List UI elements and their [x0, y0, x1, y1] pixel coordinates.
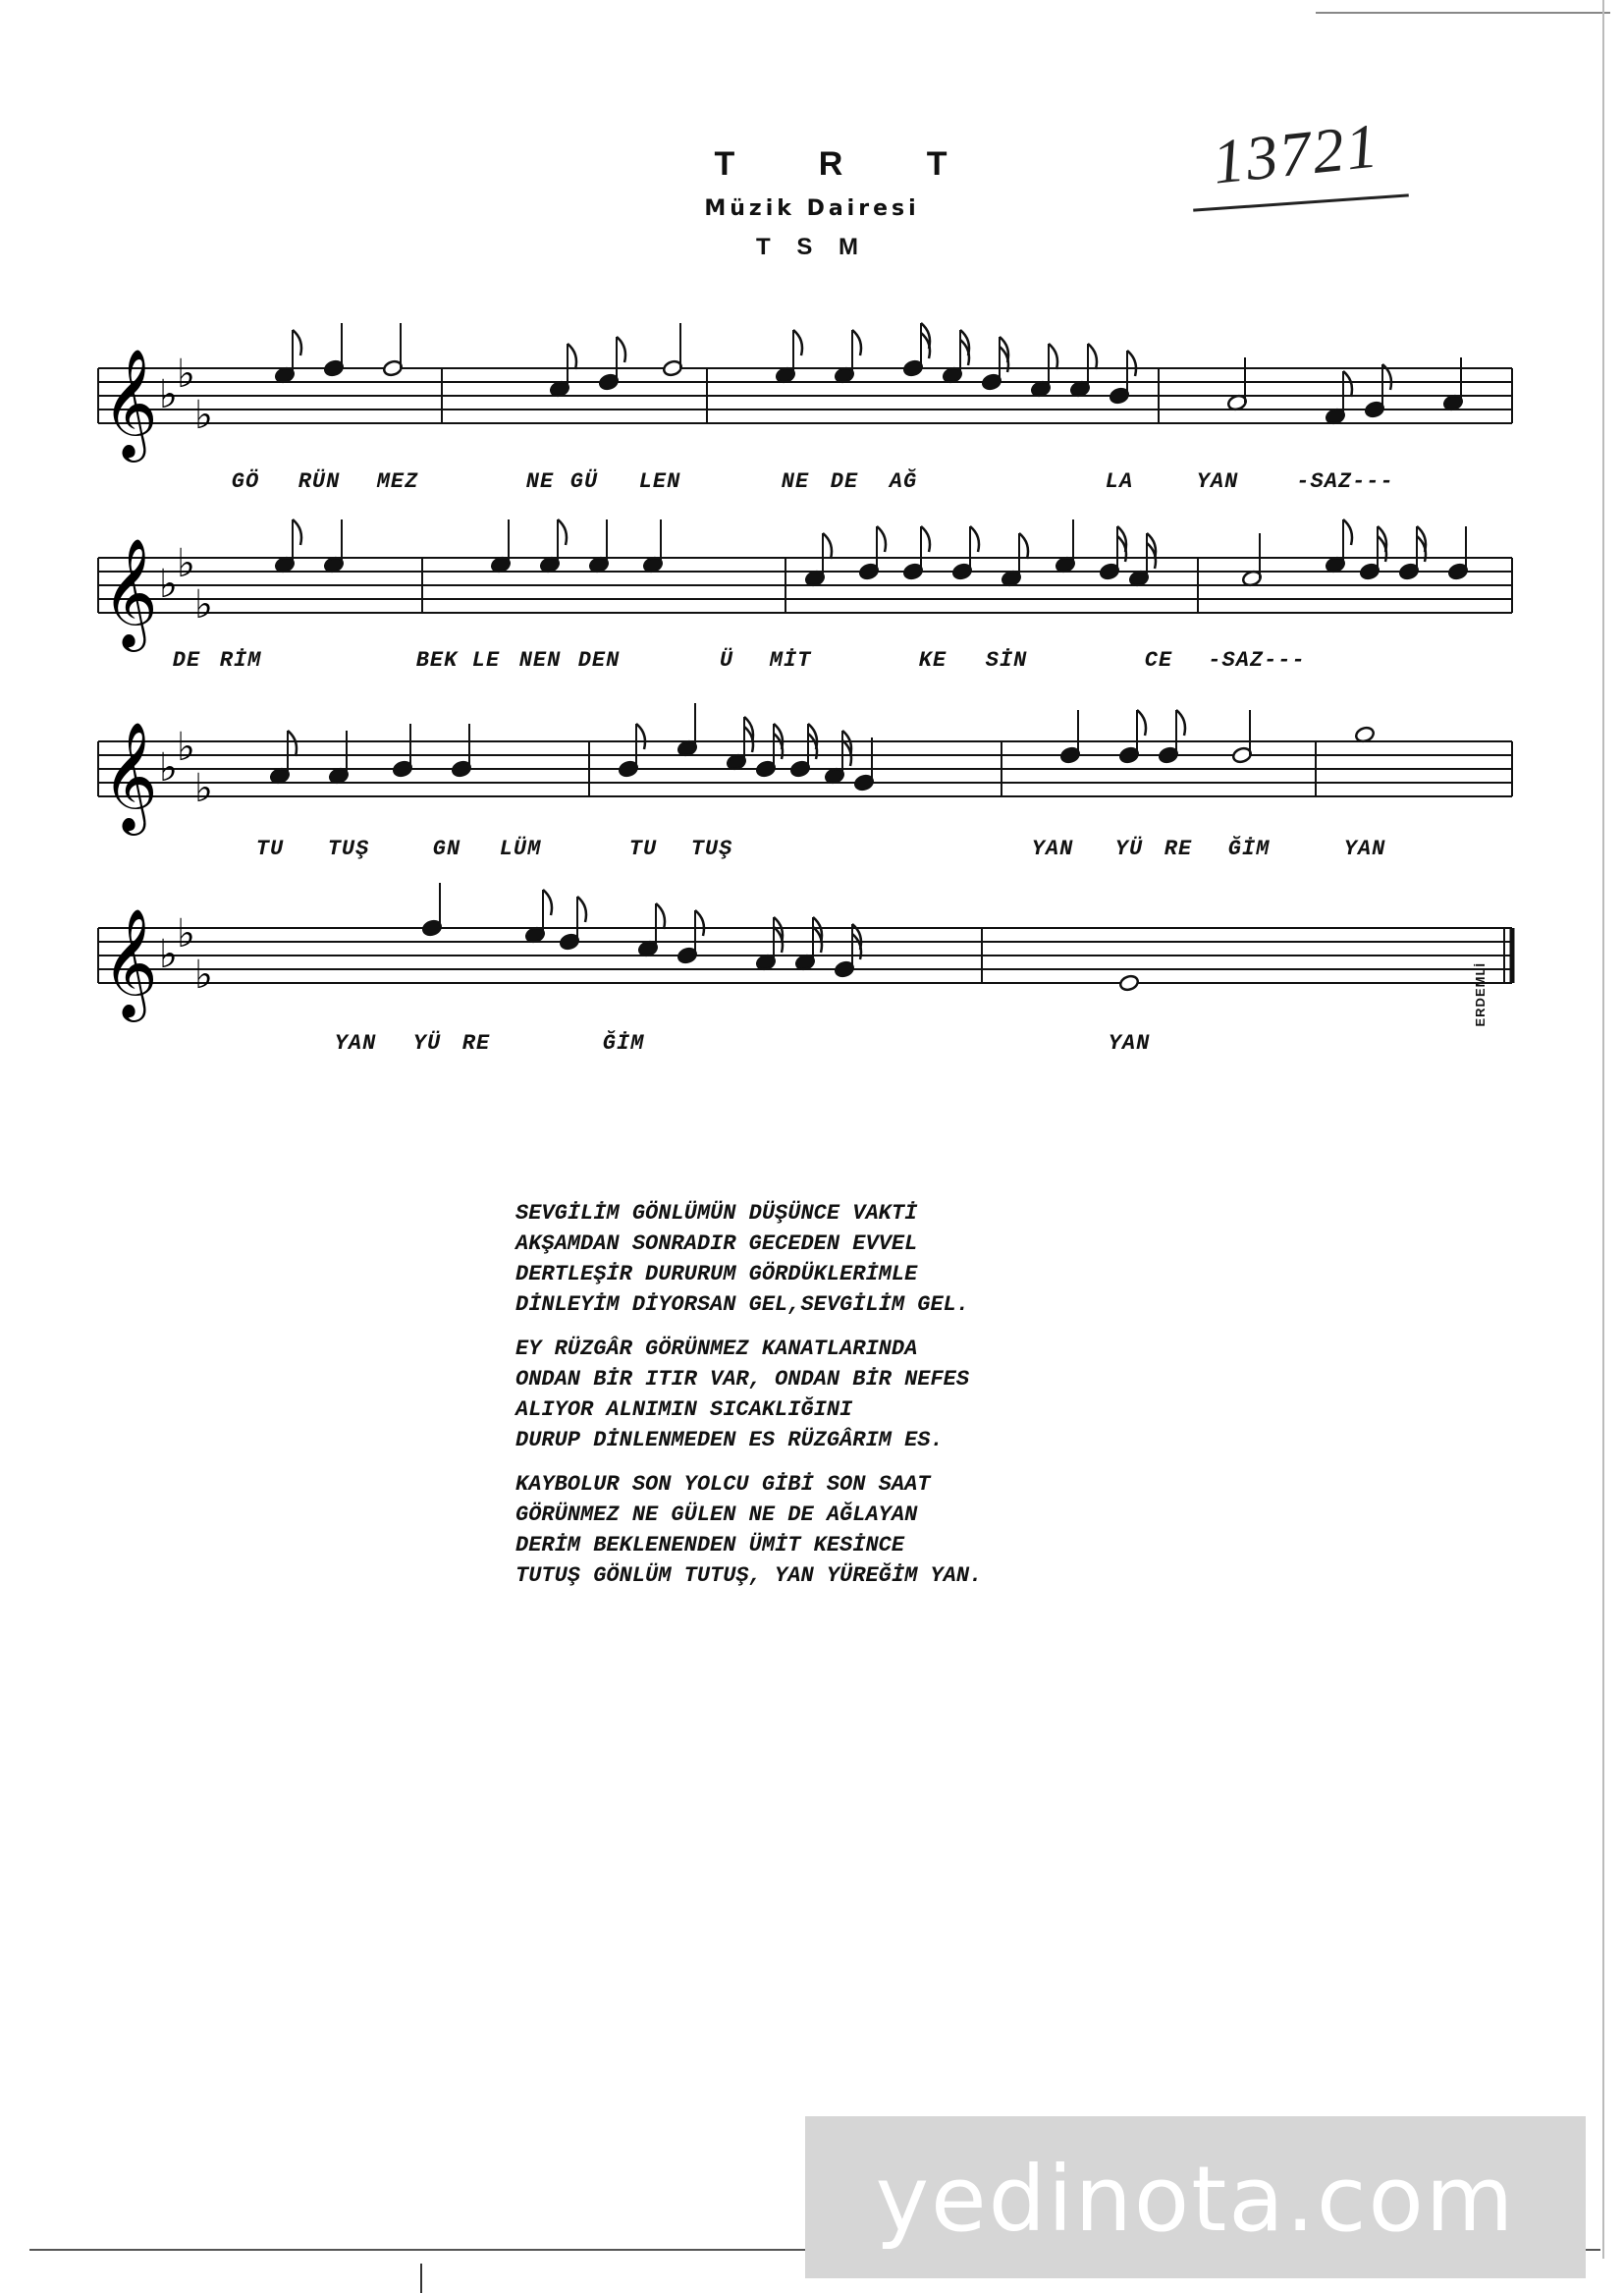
note-flag — [1343, 519, 1352, 545]
poem-line: ALIYOR ALNIMIN SICAKLIĞINI — [515, 1397, 853, 1422]
note-head — [1118, 974, 1139, 992]
flat-icon: ♭ — [159, 372, 178, 417]
lyric-syllable: TUŞ — [327, 837, 370, 861]
flat-icon: ♭ — [159, 562, 178, 607]
lyric-syllable: RÜN — [298, 469, 341, 494]
lyric-syllable: TU — [255, 837, 285, 861]
lyric-syllable: CE — [1144, 648, 1173, 673]
poem-line: SEVGİLİM GÖNLÜMÜN DÜŞÜNCE VAKTİ — [515, 1201, 918, 1226]
flat-icon: ♭ — [194, 582, 213, 628]
lyric-syllable: -SAZ--- — [1208, 648, 1306, 673]
lyric-syllable: AĞ — [889, 469, 918, 494]
lyric-syllable: TUŞ — [690, 837, 733, 861]
lyric-syllable: YAN — [1031, 837, 1074, 861]
poem-line: DİNLEYİM DİYORSAN GEL,SEVGİLİM GEL. — [515, 1292, 970, 1317]
scan-mark — [420, 2264, 422, 2293]
note-flag — [558, 519, 567, 545]
poem-line: EY RÜZGÂR GÖRÜNMEZ KANATLARINDA — [515, 1337, 918, 1361]
staff-svg-3 — [98, 721, 1512, 831]
lyric-syllable: KE — [918, 648, 947, 673]
lyric-syllable: Ü — [719, 648, 734, 673]
poem-line: KAYBOLUR SON YOLCU GİBİ SON SAAT — [515, 1472, 931, 1497]
poem-stanza — [515, 1334, 1301, 1455]
note-flag — [852, 330, 861, 355]
lyric-syllable: MEZ — [376, 469, 419, 494]
treble-clef-icon: 𝄞 — [102, 348, 158, 458]
header-title: T R T — [714, 145, 985, 183]
note-flag — [568, 344, 576, 369]
flat-icon: ♭ — [177, 725, 195, 770]
poem-line: ONDAN BİR ITIR VAR, ONDAN BİR NEFES — [515, 1367, 970, 1392]
lyric-syllable: YÜ — [1114, 837, 1144, 861]
note-flag — [695, 910, 704, 936]
lyric-syllable: NE — [781, 469, 810, 494]
note-flag — [293, 330, 301, 355]
lyric-syllable: BEK — [415, 648, 459, 673]
scan-edge-right — [1602, 0, 1604, 2259]
lyrics-line-1 — [98, 469, 1512, 503]
flat-icon: ♭ — [194, 766, 213, 811]
lyric-syllable: LE — [471, 648, 501, 673]
lyric-syllable: YAN — [334, 1031, 377, 1056]
poem-stanza — [515, 1198, 1301, 1320]
note-flag — [1088, 344, 1097, 369]
lyric-syllable: DE — [830, 469, 859, 494]
lyric-syllable: -SAZ--- — [1296, 469, 1394, 494]
flat-icon: ♭ — [194, 393, 213, 438]
treble-clef-icon: 𝄞 — [102, 537, 158, 647]
lyric-syllable: GN — [432, 837, 461, 861]
staff-line-4 — [98, 907, 1512, 1017]
poem-line: DERTLEŞİR DURURUM GÖRDÜKLERİMLE — [515, 1262, 918, 1286]
lyric-syllable: YÜ — [412, 1031, 442, 1056]
note-flag — [577, 897, 586, 922]
lyric-syllable: TU — [628, 837, 658, 861]
lyric-syllable: ĞİM — [602, 1031, 645, 1056]
lyric-syllable: DE — [172, 648, 201, 673]
note-flag — [288, 731, 297, 756]
lyric-syllable: GÜ — [569, 469, 599, 494]
poem — [515, 1198, 1301, 1605]
flat-icon: ♭ — [159, 932, 178, 977]
lyric-syllable: RİM — [219, 648, 262, 673]
staff-svg-4 — [98, 907, 1512, 1017]
header-department: Müzik Dairesi — [704, 196, 920, 221]
lyrics-line-4 — [98, 1031, 1512, 1065]
note-flag — [1176, 710, 1185, 736]
lyric-syllable: GÖ — [231, 469, 260, 494]
lyric-syllable: YAN — [1343, 837, 1386, 861]
lyric-syllable: LÜM — [499, 837, 542, 861]
manuscript-number: 13721 — [1209, 110, 1383, 197]
lyric-syllable: RE — [461, 1031, 491, 1056]
lyric-syllable: YAN — [1196, 469, 1239, 494]
lyric-syllable: SİN — [985, 648, 1028, 673]
lyric-syllable: DEN — [577, 648, 621, 673]
lyric-syllable: RE — [1164, 837, 1193, 861]
note-flag — [823, 533, 832, 559]
note-flag — [543, 890, 552, 915]
poem-stanza — [515, 1469, 1301, 1591]
lyric-syllable: ĞİM — [1227, 837, 1271, 861]
lyric-syllable: NE — [525, 469, 555, 494]
poem-line: GÖRÜNMEZ NE GÜLEN NE DE AĞLAYAN — [515, 1502, 918, 1527]
flat-icon: ♭ — [177, 352, 195, 397]
staff-line-3 — [98, 721, 1512, 831]
treble-clef-icon: 𝄞 — [102, 907, 158, 1017]
lyric-syllable: LA — [1105, 469, 1134, 494]
poem-line: TUTUŞ GÖNLÜM TUTUŞ, YAN YÜREĞİM YAN. — [515, 1563, 983, 1588]
poem-line: DERİM BEKLENENDEN ÜMİT KESİNCE — [515, 1533, 905, 1557]
lyric-syllable: MİT — [769, 648, 812, 673]
note-flag — [1343, 371, 1352, 397]
note-flag — [1049, 344, 1057, 369]
note-flag — [293, 519, 301, 545]
header-section: T S M — [756, 234, 868, 260]
treble-clef-icon: 𝄞 — [102, 721, 158, 831]
note-flag — [921, 526, 930, 552]
flat-icon: ♭ — [159, 745, 178, 791]
lyric-syllable: NEN — [518, 648, 562, 673]
staff-svg-1 — [98, 348, 1512, 458]
note-flag — [1019, 533, 1028, 559]
note-flag — [636, 724, 645, 749]
composer-tag: ERDEMLİ — [1473, 962, 1488, 1027]
note-flag — [617, 337, 625, 362]
note-flag — [656, 903, 665, 929]
lyrics-line-3 — [98, 837, 1512, 870]
flat-icon: ♭ — [177, 911, 195, 956]
watermark: yedinota.com — [875, 2147, 1516, 2252]
note-flag — [877, 526, 886, 552]
staff-line-2 — [98, 537, 1512, 647]
note-flag — [970, 526, 979, 552]
note-flag — [1127, 351, 1136, 376]
note-flag — [793, 330, 802, 355]
flat-icon: ♭ — [177, 541, 195, 586]
lyric-syllable: LEN — [638, 469, 681, 494]
staff-line-1 — [98, 348, 1512, 458]
staff-svg-2 — [98, 537, 1512, 647]
lyric-syllable: YAN — [1108, 1031, 1151, 1056]
scan-edge-top — [1316, 12, 1610, 14]
poem-line: AKŞAMDAN SONRADIR GECEDEN EVVEL — [515, 1231, 918, 1256]
note-flag — [1137, 710, 1146, 736]
flat-icon: ♭ — [194, 953, 213, 998]
lyrics-line-2 — [98, 648, 1512, 682]
poem-line: DURUP DİNLENMEDEN ES RÜZGÂRIM ES. — [515, 1428, 944, 1452]
